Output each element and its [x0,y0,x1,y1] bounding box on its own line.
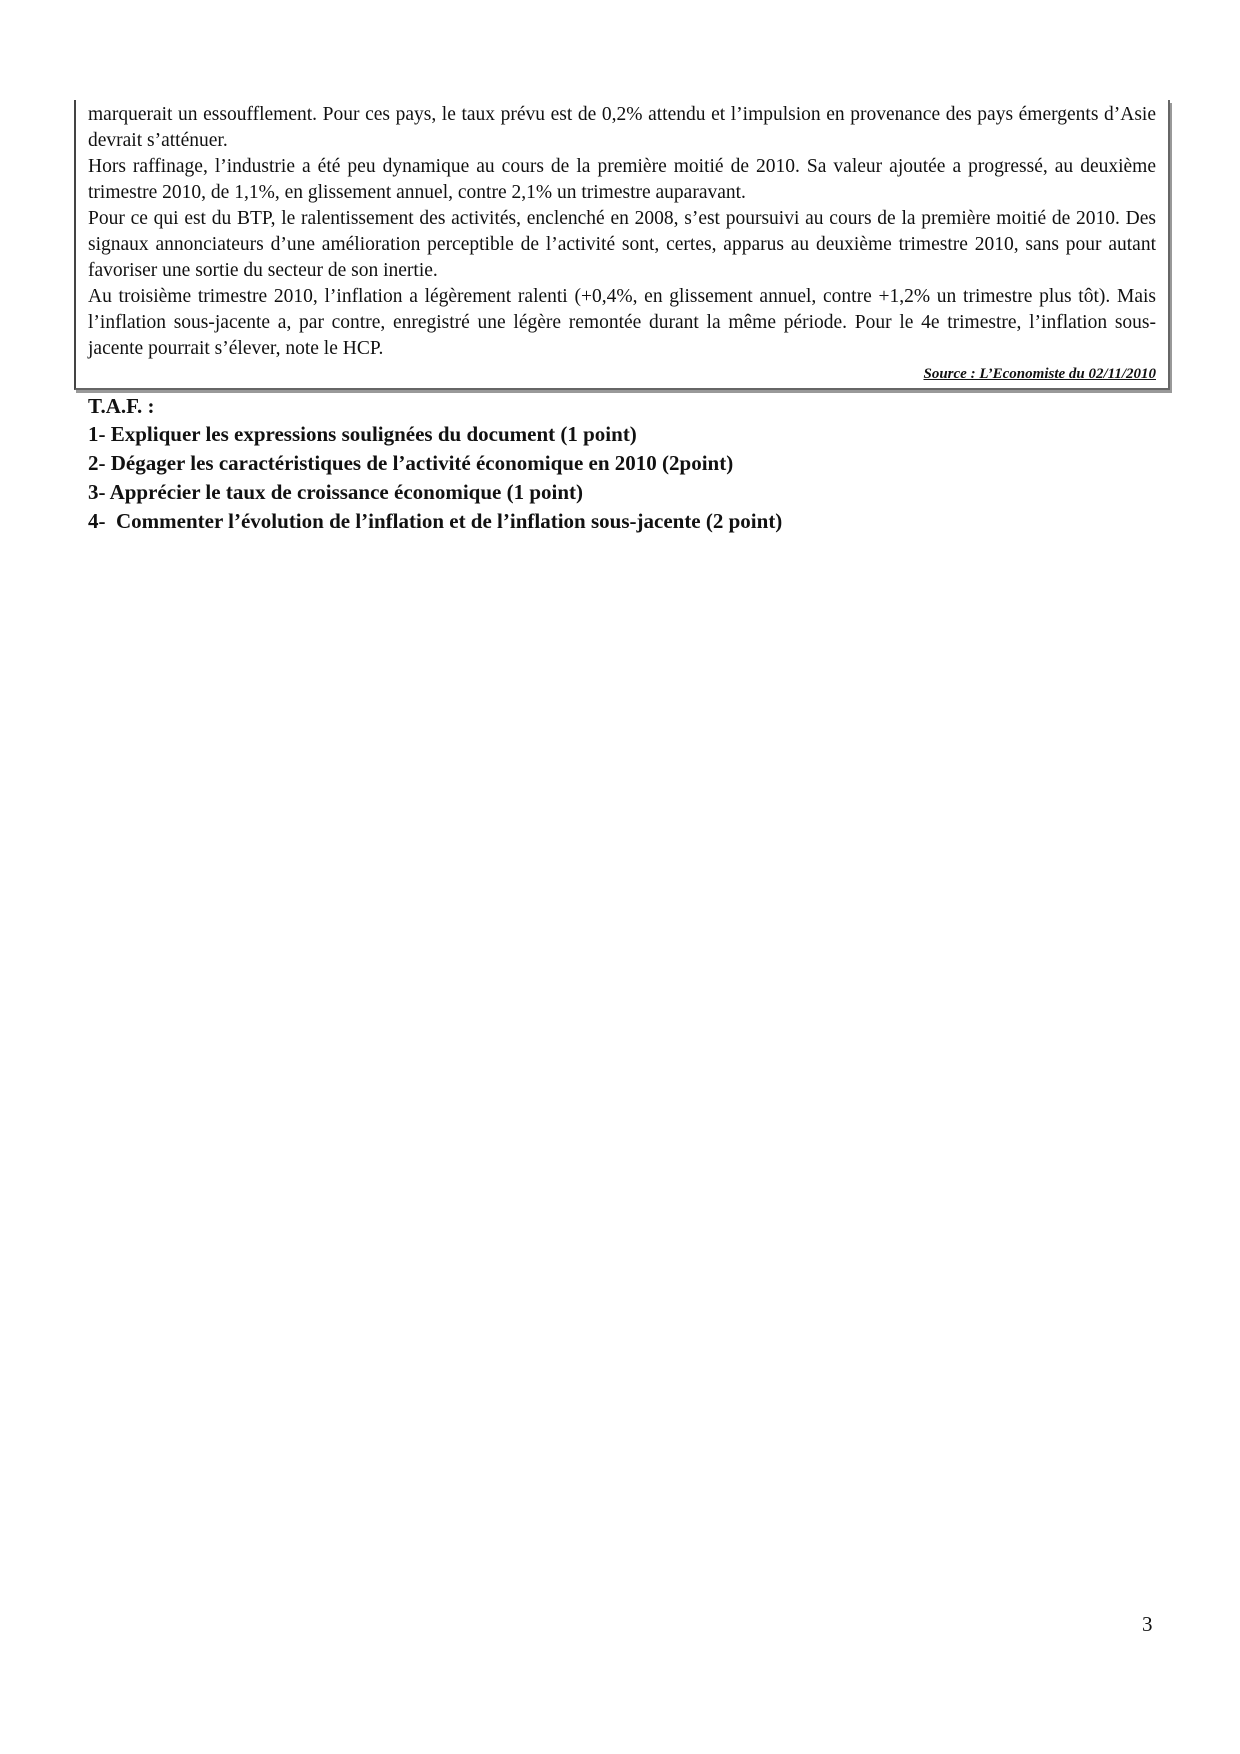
source-citation: Source : L’Economiste du 02/11/2010 [923,366,1156,382]
task-item: 1- Expliquer les expressions soulignées du document (1 point) [88,422,637,446]
task-item: 4- Commenter l’évolution de l’inflation et de l’inflation sous-jacente (2 point) [88,509,783,533]
tasks-list [88,420,1148,536]
task-item: 2- Dégager les caractéristiques de l’activité économique en 2010 (2point) [88,451,734,475]
paragraph-industry: Hors raffinage, l’industrie a été peu dynamique au cours de la première moitié de 2010. Sa valeur ajoutée a progressé, au deuxième trimestre 2010, de 1,1%, en glissement annuel, contre 2,1% un trimestre auparavant. [88,156,1156,203]
paragraph-growth-outlook: marquerait un essoufflement. Pour ces pays, le taux prévu est de 0,2% attendu et l’impulsion en provenance des pays émergents d’Asie devrait s’atténuer. [88,104,1156,151]
page-number: 3 [1142,1612,1153,1636]
tasks-title: T.A.F. : [88,394,155,418]
paragraph-btp: Pour ce qui est du BTP, le ralentissement des activités, enclenché en 2008, s’est poursuivi au cours de la première moitié de 2010. Des signaux annonciateurs d’une amélioration perceptible de l’activité sont, certes, apparus au deuxième trimestre 2010, sans pour autant favoriser une sortie du secteur de son inertie. [88,208,1156,281]
paragraph-inflation: Au troisième trimestre 2010, l’inflation a légèrement ralenti (+0,4%, en glissement annuel, contre +1,2% un trimestre plus tôt). Mais l’inflation sous-jacente a, par contre, enregistré une légère remontée durant la même période. Pour le 4e trimestre, l’inflation sous-jacente pourrait s’élever, note le HCP. [88,286,1156,359]
task-item: 3- Apprécier le taux de croissance économique (1 point) [88,480,584,504]
tasks-section [88,392,1148,536]
document-excerpt-box [74,100,1170,390]
